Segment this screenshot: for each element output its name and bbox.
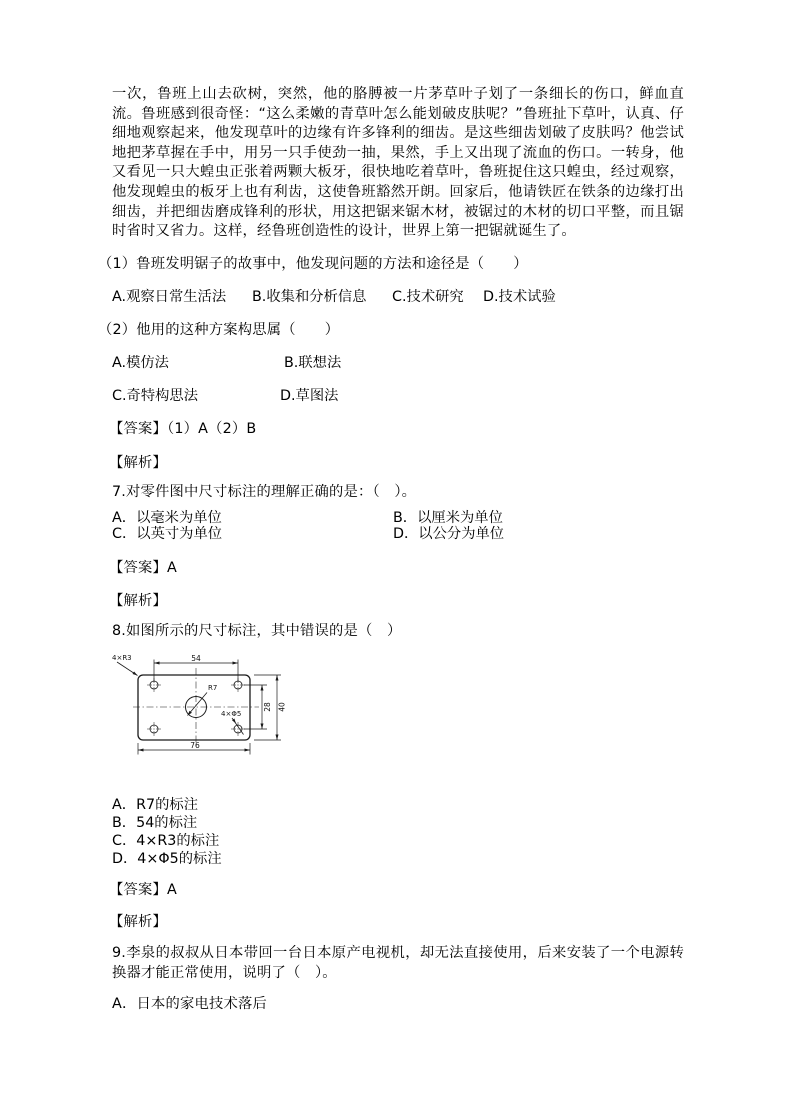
option-d: D.草图法	[280, 388, 339, 404]
question-6-answer: 【答案】（1）A（2）B	[109, 421, 257, 437]
dim-28-label: 28	[263, 702, 272, 712]
dim-40-label: 40	[277, 702, 287, 712]
question-6-sub2-prompt: （2）他用的这种方案构思属（ ）	[98, 322, 340, 338]
option-c: C.技术研究	[392, 289, 464, 305]
question-7-analysis: 【解析】	[109, 593, 167, 609]
question-8-prompt: 8.如图所示的尺寸标注，其中错误的是（ ）	[112, 623, 402, 639]
question-6-sub2-options-row2	[112, 387, 712, 407]
question-8-option-d: D．4×Φ5的标注	[112, 851, 222, 867]
question-7-answer: 【答案】A	[109, 560, 177, 576]
question-6-sub1-prompt: （1）鲁班发明锯子的故事中，他发现问题的方法和途径是（ ）	[98, 256, 528, 272]
option-c: C.奇特构思法	[112, 388, 199, 404]
option-a: A．以毫米为单位	[112, 510, 222, 526]
question-8-option-c: C．4×R3的标注	[112, 833, 220, 849]
center-radius-label: R7	[208, 684, 218, 692]
question-6-sub1-options	[112, 288, 712, 308]
option-a: A.观察日常生活法	[112, 289, 227, 305]
holes-label: 4×Φ5	[221, 710, 242, 718]
option-a: A.模仿法	[112, 355, 169, 371]
question-7-prompt: 7.对零件图中尺寸标注的理解正确的是：（ ）。	[112, 484, 417, 500]
option-d: D．以公分为单位	[393, 526, 505, 542]
option-b: B.联想法	[284, 355, 342, 371]
question-8-option-b: B．54的标注	[112, 815, 198, 831]
question-7-options-row1	[112, 510, 712, 527]
dim-54-label: 54	[191, 654, 201, 663]
question-9-option-a: A．日本的家电技术落后	[112, 996, 267, 1012]
option-b: B.收集和分析信息	[252, 289, 367, 305]
question-8-analysis: 【解析】	[109, 914, 167, 930]
option-b: B．以厘米为单位	[393, 510, 503, 526]
dimension-drawing-figure	[110, 650, 300, 760]
question-6-story: 一次，鲁班上山去砍树，突然，他的胳膊被一片茅草叶子划了一条细长的伤口，鲜血直流。鲁班感到很奇怪：“这么柔嫩的青草叶怎么能划破皮肤呢？”鲁班扯下草叶，认真、仔细地观察起来，他发现草叶的边缘有许多锋利的细齿。是这些细齿划破了皮肤吗？他尝试地把茅草握在手中，用另一只手使劲一抽，果然，手上又出现了流血的伤口。一转身，他又看见一只大蝗虫正张着两颗大板牙，很快地吃着草叶，鲁班捉住这只蝗虫，经过观察，他发现蝗虫的板牙上也有利齿，这使鲁班豁然开朗。回家后，他请铁匠在铁条的边缘打出细齿，并把细齿磨成锋利的形状，用这把锯来锯木材，被锯过的木材的切口平整，而且锯时省时又省力。这样，经鲁班创造性的设计，世界上第一把锯就诞生了。	[112, 86, 684, 240]
question-8-answer: 【答案】A	[109, 882, 177, 898]
corner-radius-label: 4×R3	[112, 654, 132, 662]
dim-76-label: 76	[190, 741, 200, 750]
question-8-option-a: A．R7的标注	[112, 797, 198, 813]
option-c: C．以英寸为单位	[112, 526, 223, 542]
option-d: D.技术试验	[483, 289, 556, 305]
question-6-analysis: 【解析】	[109, 455, 167, 471]
question-7-options-row2	[112, 526, 712, 543]
question-6-sub2-options-row1	[112, 354, 712, 374]
question-9-prompt: 9.李泉的叔叔从日本带回一台日本原产电视机，却无法直接使用，后来安装了一个电源转换器才能正常使用，说明了（ ）。	[112, 945, 684, 981]
